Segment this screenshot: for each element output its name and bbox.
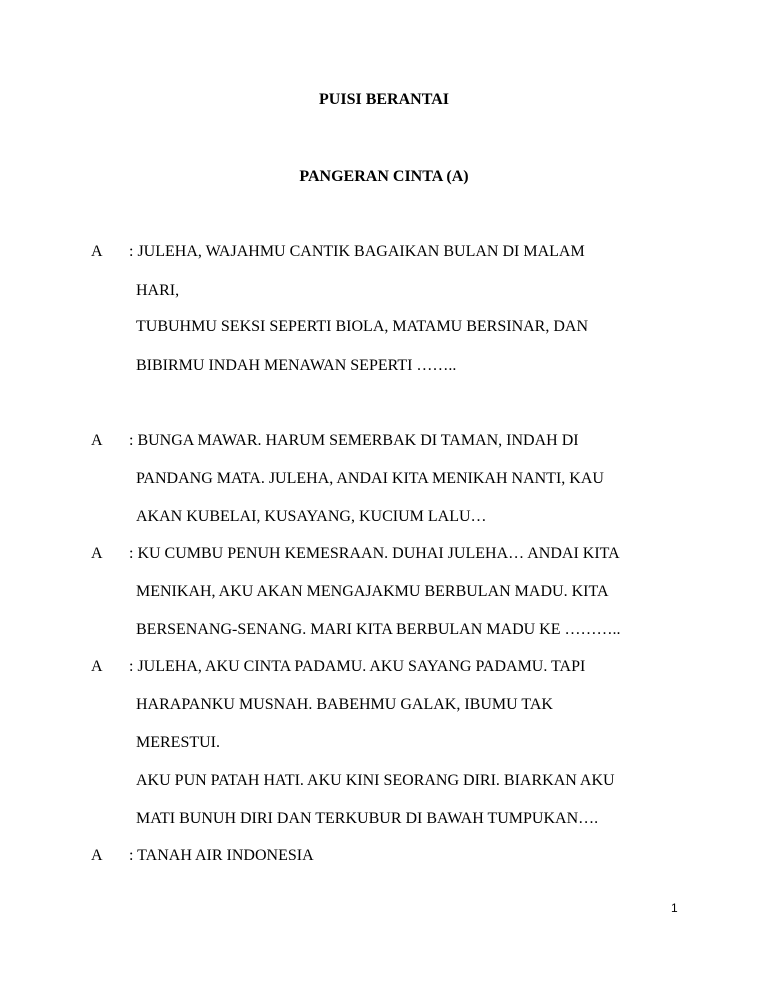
poem-line: PANDANG MATA. JULEHA, ANDAI KITA MENIKAH NANTI, KAU xyxy=(136,470,604,487)
poem-line: MENIKAH, AKU AKAN MENGAJAKMU BERBULAN MADU. KITA xyxy=(136,583,609,600)
poem-line: : KU CUMBU PENUH KEMESRAAN. DUHAI JULEHA… ANDAI KITA xyxy=(129,545,620,562)
poem-line: HARAPANKU MUSNAH. BABEHMU GALAK, IBUMU TAK xyxy=(136,696,553,713)
document-title: PUISI BERANTAI xyxy=(319,91,449,108)
speaker-label: A xyxy=(91,847,103,864)
speaker-label: A xyxy=(91,243,103,260)
speaker-label: A xyxy=(91,545,103,562)
poem-line: MERESTUI. xyxy=(136,734,220,751)
poem-line: : TANAH AIR INDONESIA xyxy=(129,847,314,864)
poem-line: BIBIRMU INDAH MENAWAN SEPERTI …….. xyxy=(136,357,457,374)
page-number: 1 xyxy=(671,901,678,915)
poem-line: TUBUHMU SEKSI SEPERTI BIOLA, MATAMU BERSINAR, DAN xyxy=(136,318,589,335)
document-subtitle: PANGERAN CINTA (A) xyxy=(299,168,469,185)
poem-line: : JULEHA, AKU CINTA PADAMU. AKU SAYANG PADAMU. TAPI xyxy=(129,658,586,675)
poem-line: : JULEHA, WAJAHMU CANTIK BAGAIKAN BULAN DI MALAM xyxy=(129,243,585,260)
speaker-label: A xyxy=(91,658,103,675)
poem-line: AKAN KUBELAI, KUSAYANG, KUCIUM LALU… xyxy=(136,508,487,525)
poem-line: : BUNGA MAWAR. HARUM SEMERBAK DI TAMAN, INDAH DI xyxy=(129,432,579,449)
poem-line: MATI BUNUH DIRI DAN TERKUBUR DI BAWAH TUMPUKAN…. xyxy=(136,810,599,827)
speaker-label: A xyxy=(91,432,103,449)
poem-line: HARI, xyxy=(136,282,180,299)
poem-line: BERSENANG-SENANG. MARI KITA BERBULAN MADU KE ……….. xyxy=(136,621,621,638)
poem-line: AKU PUN PATAH HATI. AKU KINI SEORANG DIRI. BIARKAN AKU xyxy=(136,772,615,789)
